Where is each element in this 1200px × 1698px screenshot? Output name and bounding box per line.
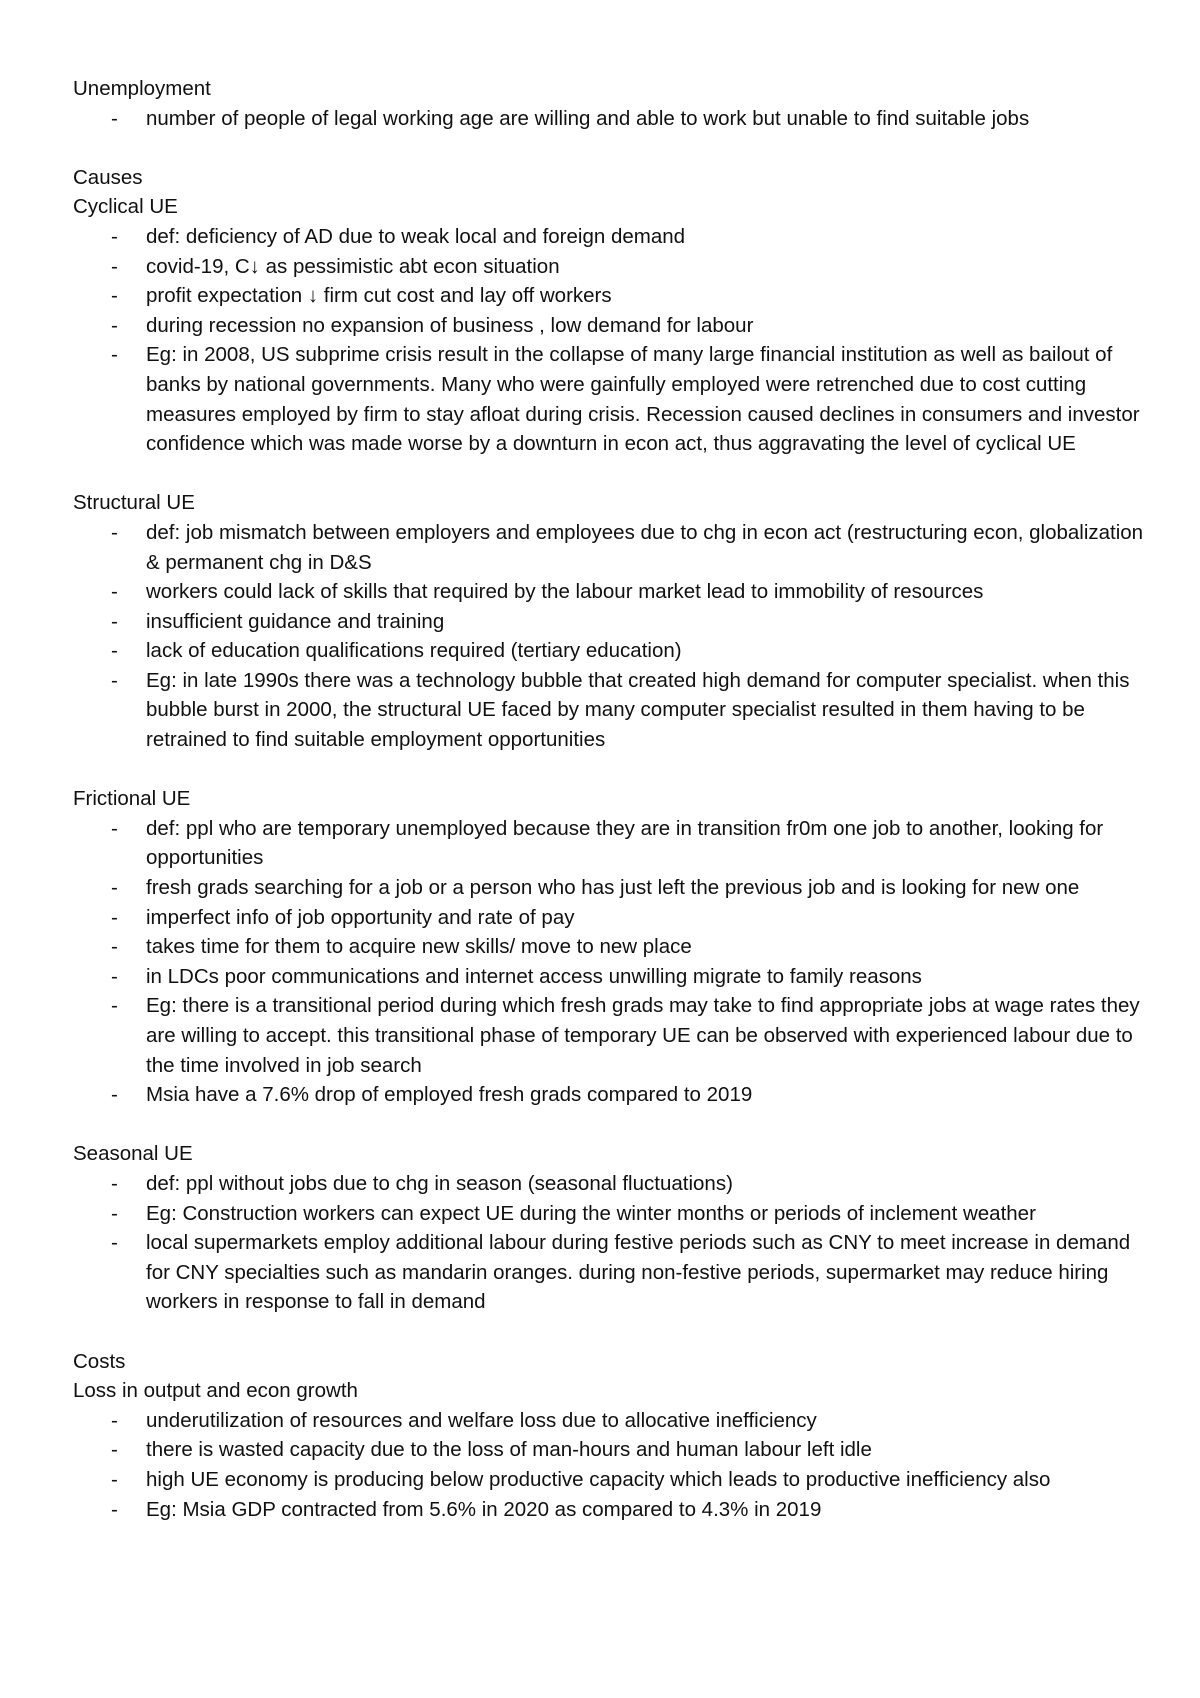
section-heading: Frictional UE bbox=[73, 787, 191, 811]
bullet-text: there is wasted capacity due to the loss of man-hours and human labour left idle bbox=[146, 1438, 872, 1462]
bullet-text: covid-19, C↓ as pessimistic abt econ situation bbox=[146, 254, 560, 278]
bullet-marker: - bbox=[111, 224, 118, 248]
bullet-text: Eg: in late 1990s there was a technology bubble that created high demand for computer specialist. when this bubble burst in 2000, the structural UE faced by many computer specialist resulted in them having to be retrained to find suitable employment opportunities bbox=[146, 668, 1130, 752]
bullet-marker: - bbox=[111, 1083, 118, 1107]
section-heading: Causes bbox=[73, 165, 143, 189]
bullet-text: insufficient guidance and training bbox=[146, 609, 445, 633]
section-frictional-ue bbox=[73, 784, 1153, 1110]
bullet-marker: - bbox=[111, 520, 118, 544]
bullet-item bbox=[73, 1228, 1153, 1317]
bullet-marker: - bbox=[111, 668, 118, 692]
bullet-list bbox=[73, 222, 1153, 459]
bullet-list bbox=[73, 814, 1153, 1110]
bullet-marker: - bbox=[111, 1438, 118, 1462]
bullet-marker: - bbox=[111, 106, 118, 130]
bullet-item bbox=[73, 1435, 1153, 1465]
bullet-list bbox=[73, 1169, 1153, 1317]
section-seasonal-ue bbox=[73, 1139, 1153, 1317]
section-heading: Seasonal UE bbox=[73, 1142, 193, 1166]
bullet-item bbox=[73, 814, 1153, 873]
bullet-text: def: job mismatch between employers and employees due to chg in econ act (restructuring econ, globalization & permanent chg in D&S bbox=[146, 520, 1144, 574]
bullet-item bbox=[73, 991, 1153, 1080]
bullet-marker: - bbox=[111, 1231, 118, 1255]
bullet-marker: - bbox=[111, 343, 118, 367]
bullet-marker: - bbox=[111, 313, 118, 337]
bullet-marker: - bbox=[111, 905, 118, 929]
section-structural-ue bbox=[73, 488, 1153, 754]
bullet-item bbox=[73, 252, 1153, 282]
bullet-marker: - bbox=[111, 1497, 118, 1521]
bullet-marker: - bbox=[111, 1467, 118, 1491]
bullet-marker: - bbox=[111, 964, 118, 988]
bullet-text: Msia have a 7.6% drop of employed fresh grads compared to 2019 bbox=[146, 1083, 753, 1107]
bullet-marker: - bbox=[111, 876, 118, 900]
bullet-marker: - bbox=[111, 284, 118, 308]
bullet-text: def: ppl who are temporary unemployed because they are in transition fr0m one job to another, looking for opportunities bbox=[146, 816, 1104, 870]
bullet-text: imperfect info of job opportunity and rate of pay bbox=[146, 905, 575, 929]
section-heading: Costs bbox=[73, 1349, 126, 1373]
section-unemployment bbox=[73, 74, 1153, 133]
bullet-marker: - bbox=[111, 1201, 118, 1225]
section-heading: Structural UE bbox=[73, 491, 195, 515]
bullet-text: Eg: there is a transitional period during which fresh grads may take to find appropriate jobs at wage rates they are willing to accept. this transitional phase of temporary UE can be observed with experienced labour due to the time involved in job search bbox=[146, 994, 1140, 1077]
bullet-text: Eg: in 2008, US subprime crisis result in the collapse of many large financial institution as well as bailout of banks by national governments. Many who were gainfully employed were retrenched due to cost cutting measures employed by firm to stay afloat during crisis. Recession caused declines in consumers and investor confidence which was made worse by a downturn in econ act, thus aggravating the level of cyclical UE bbox=[146, 343, 1140, 456]
bullet-marker: - bbox=[111, 580, 118, 604]
bullet-item bbox=[73, 1169, 1153, 1199]
bullet-item bbox=[73, 932, 1153, 962]
bullet-marker: - bbox=[111, 935, 118, 959]
section-subheading: Loss in output and econ growth bbox=[73, 1379, 358, 1403]
bullet-text: number of people of legal working age are willing and able to work but unable to find suitable jobs bbox=[146, 106, 1030, 130]
bullet-item bbox=[73, 903, 1153, 933]
section-costs bbox=[73, 1347, 1153, 1525]
bullet-text: fresh grads searching for a job or a person who has just left the previous job and is looking for new one bbox=[146, 876, 1080, 900]
bullet-marker: - bbox=[111, 639, 118, 663]
bullet-text: workers could lack of skills that required by the labour market lead to immobility of resources bbox=[146, 580, 984, 604]
bullet-text: high UE economy is producing below productive capacity which leads to productive inefficiency also bbox=[146, 1467, 1051, 1491]
bullet-item bbox=[73, 962, 1153, 992]
bullet-item bbox=[73, 1495, 1153, 1525]
bullet-item bbox=[73, 873, 1153, 903]
bullet-item bbox=[73, 666, 1153, 755]
bullet-item bbox=[73, 340, 1153, 458]
bullet-item bbox=[73, 577, 1153, 607]
bullet-marker: - bbox=[111, 1408, 118, 1432]
bullet-list bbox=[73, 104, 1153, 134]
bullet-text: def: ppl without jobs due to chg in season (seasonal fluctuations) bbox=[146, 1171, 733, 1195]
bullet-item bbox=[73, 1406, 1153, 1436]
bullet-text: underutilization of resources and welfare loss due to allocative inefficiency bbox=[146, 1408, 817, 1432]
document-page bbox=[73, 74, 1153, 1524]
bullet-marker: - bbox=[111, 1171, 118, 1195]
bullet-list bbox=[73, 518, 1153, 755]
bullet-text: lack of education qualifications required (tertiary education) bbox=[146, 639, 682, 663]
bullet-item bbox=[73, 222, 1153, 252]
bullet-item bbox=[73, 1080, 1153, 1110]
bullet-text: def: deficiency of AD due to weak local and foreign demand bbox=[146, 224, 686, 248]
bullet-marker: - bbox=[111, 609, 118, 633]
bullet-text: during recession no expansion of business , low demand for labour bbox=[146, 313, 754, 337]
bullet-item bbox=[73, 1199, 1153, 1229]
bullet-item bbox=[73, 281, 1153, 311]
bullet-item bbox=[73, 518, 1153, 577]
bullet-text: profit expectation ↓ firm cut cost and lay off workers bbox=[146, 284, 612, 308]
bullet-text: in LDCs poor communications and internet access unwilling migrate to family reasons bbox=[146, 964, 922, 988]
bullet-item bbox=[73, 636, 1153, 666]
bullet-list bbox=[73, 1406, 1153, 1524]
section-subheading: Cyclical UE bbox=[73, 195, 178, 219]
bullet-marker: - bbox=[111, 994, 118, 1018]
bullet-text: local supermarkets employ additional labour during festive periods such as CNY to meet increase in demand for CNY specialties such as mandarin oranges. during non-festive periods, supermarket may reduce hiring workers in response to fall in demand bbox=[146, 1231, 1131, 1314]
bullet-text: Eg: Msia GDP contracted from 5.6% in 2020 as compared to 4.3% in 2019 bbox=[146, 1497, 822, 1521]
section-causes bbox=[73, 163, 1153, 459]
bullet-marker: - bbox=[111, 254, 118, 278]
bullet-marker: - bbox=[111, 816, 118, 840]
bullet-item bbox=[73, 1465, 1153, 1495]
bullet-item bbox=[73, 104, 1153, 134]
bullet-item bbox=[73, 607, 1153, 637]
bullet-item bbox=[73, 311, 1153, 341]
bullet-text: takes time for them to acquire new skills/ move to new place bbox=[146, 935, 692, 959]
bullet-text: Eg: Construction workers can expect UE during the winter months or periods of inclement weather bbox=[146, 1201, 1036, 1225]
section-heading: Unemployment bbox=[73, 77, 211, 100]
